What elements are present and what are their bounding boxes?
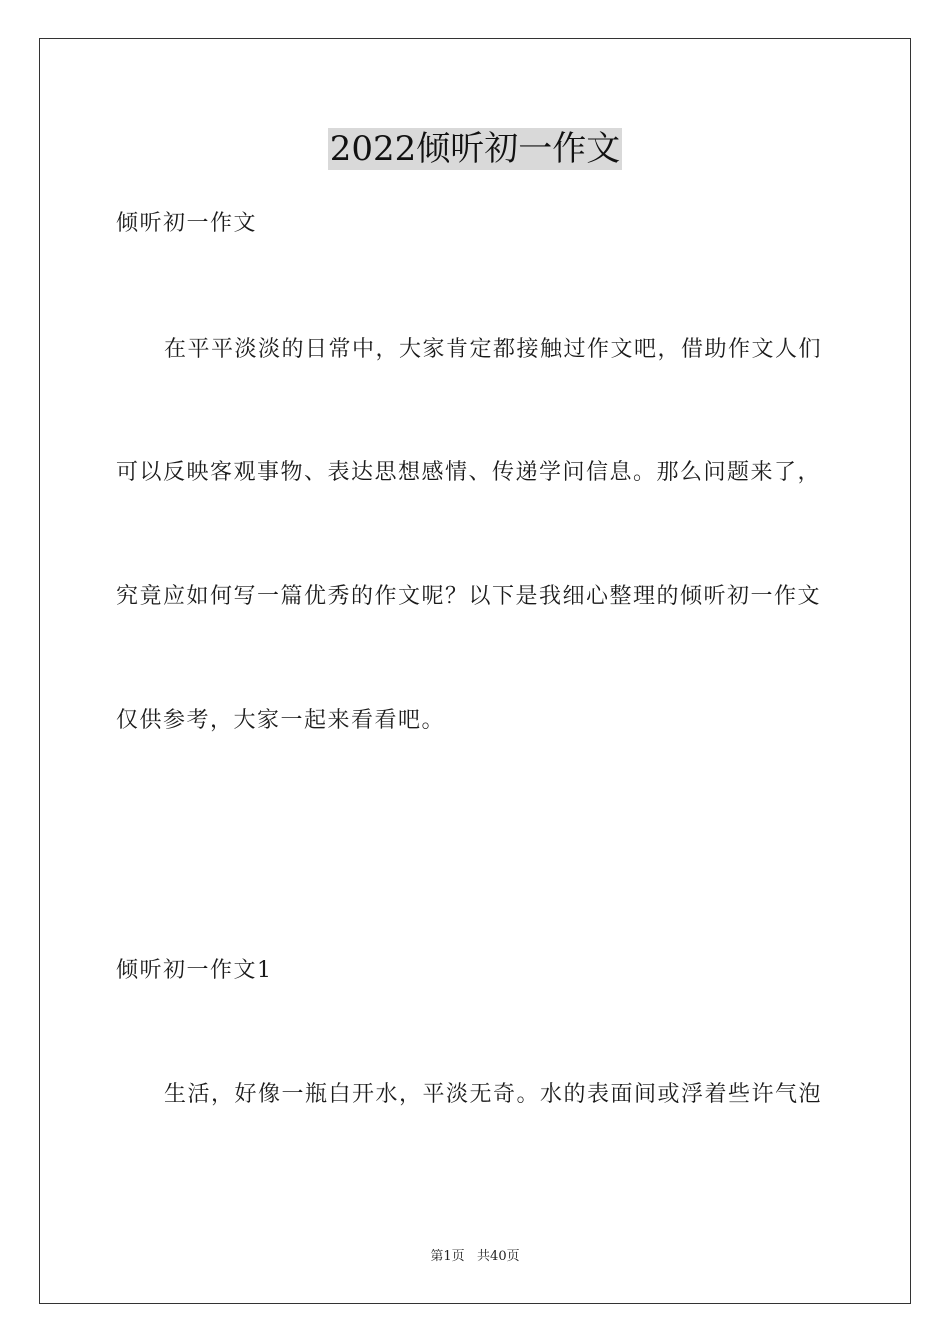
page-number-footer: 第1页 共40页	[430, 1249, 520, 1264]
paragraph-line: 究竟应如何写一篇优秀的作文呢？以下是我细心整理的倾听初一作文	[116, 584, 822, 609]
document-subtitle: 倾听初一作文	[116, 211, 258, 236]
title-container	[0, 128, 950, 170]
paragraph-line: 仅供参考，大家一起来看看吧。	[116, 708, 446, 733]
paragraph-line: 在平平淡淡的日常中，大家肯定都接触过作文吧，借助作文人们	[164, 337, 823, 362]
section-heading: 倾听初一作文1	[116, 958, 273, 983]
paragraph-line: 可以反映客观事物、表达思想感情、传递学问信息。那么问题来了，	[116, 460, 822, 485]
paragraph-line: 生活，好像一瓶白开水，平淡无奇。水的表面间或浮着些许气泡	[164, 1082, 823, 1107]
document-title: 2022倾听初一作文	[329, 129, 621, 169]
